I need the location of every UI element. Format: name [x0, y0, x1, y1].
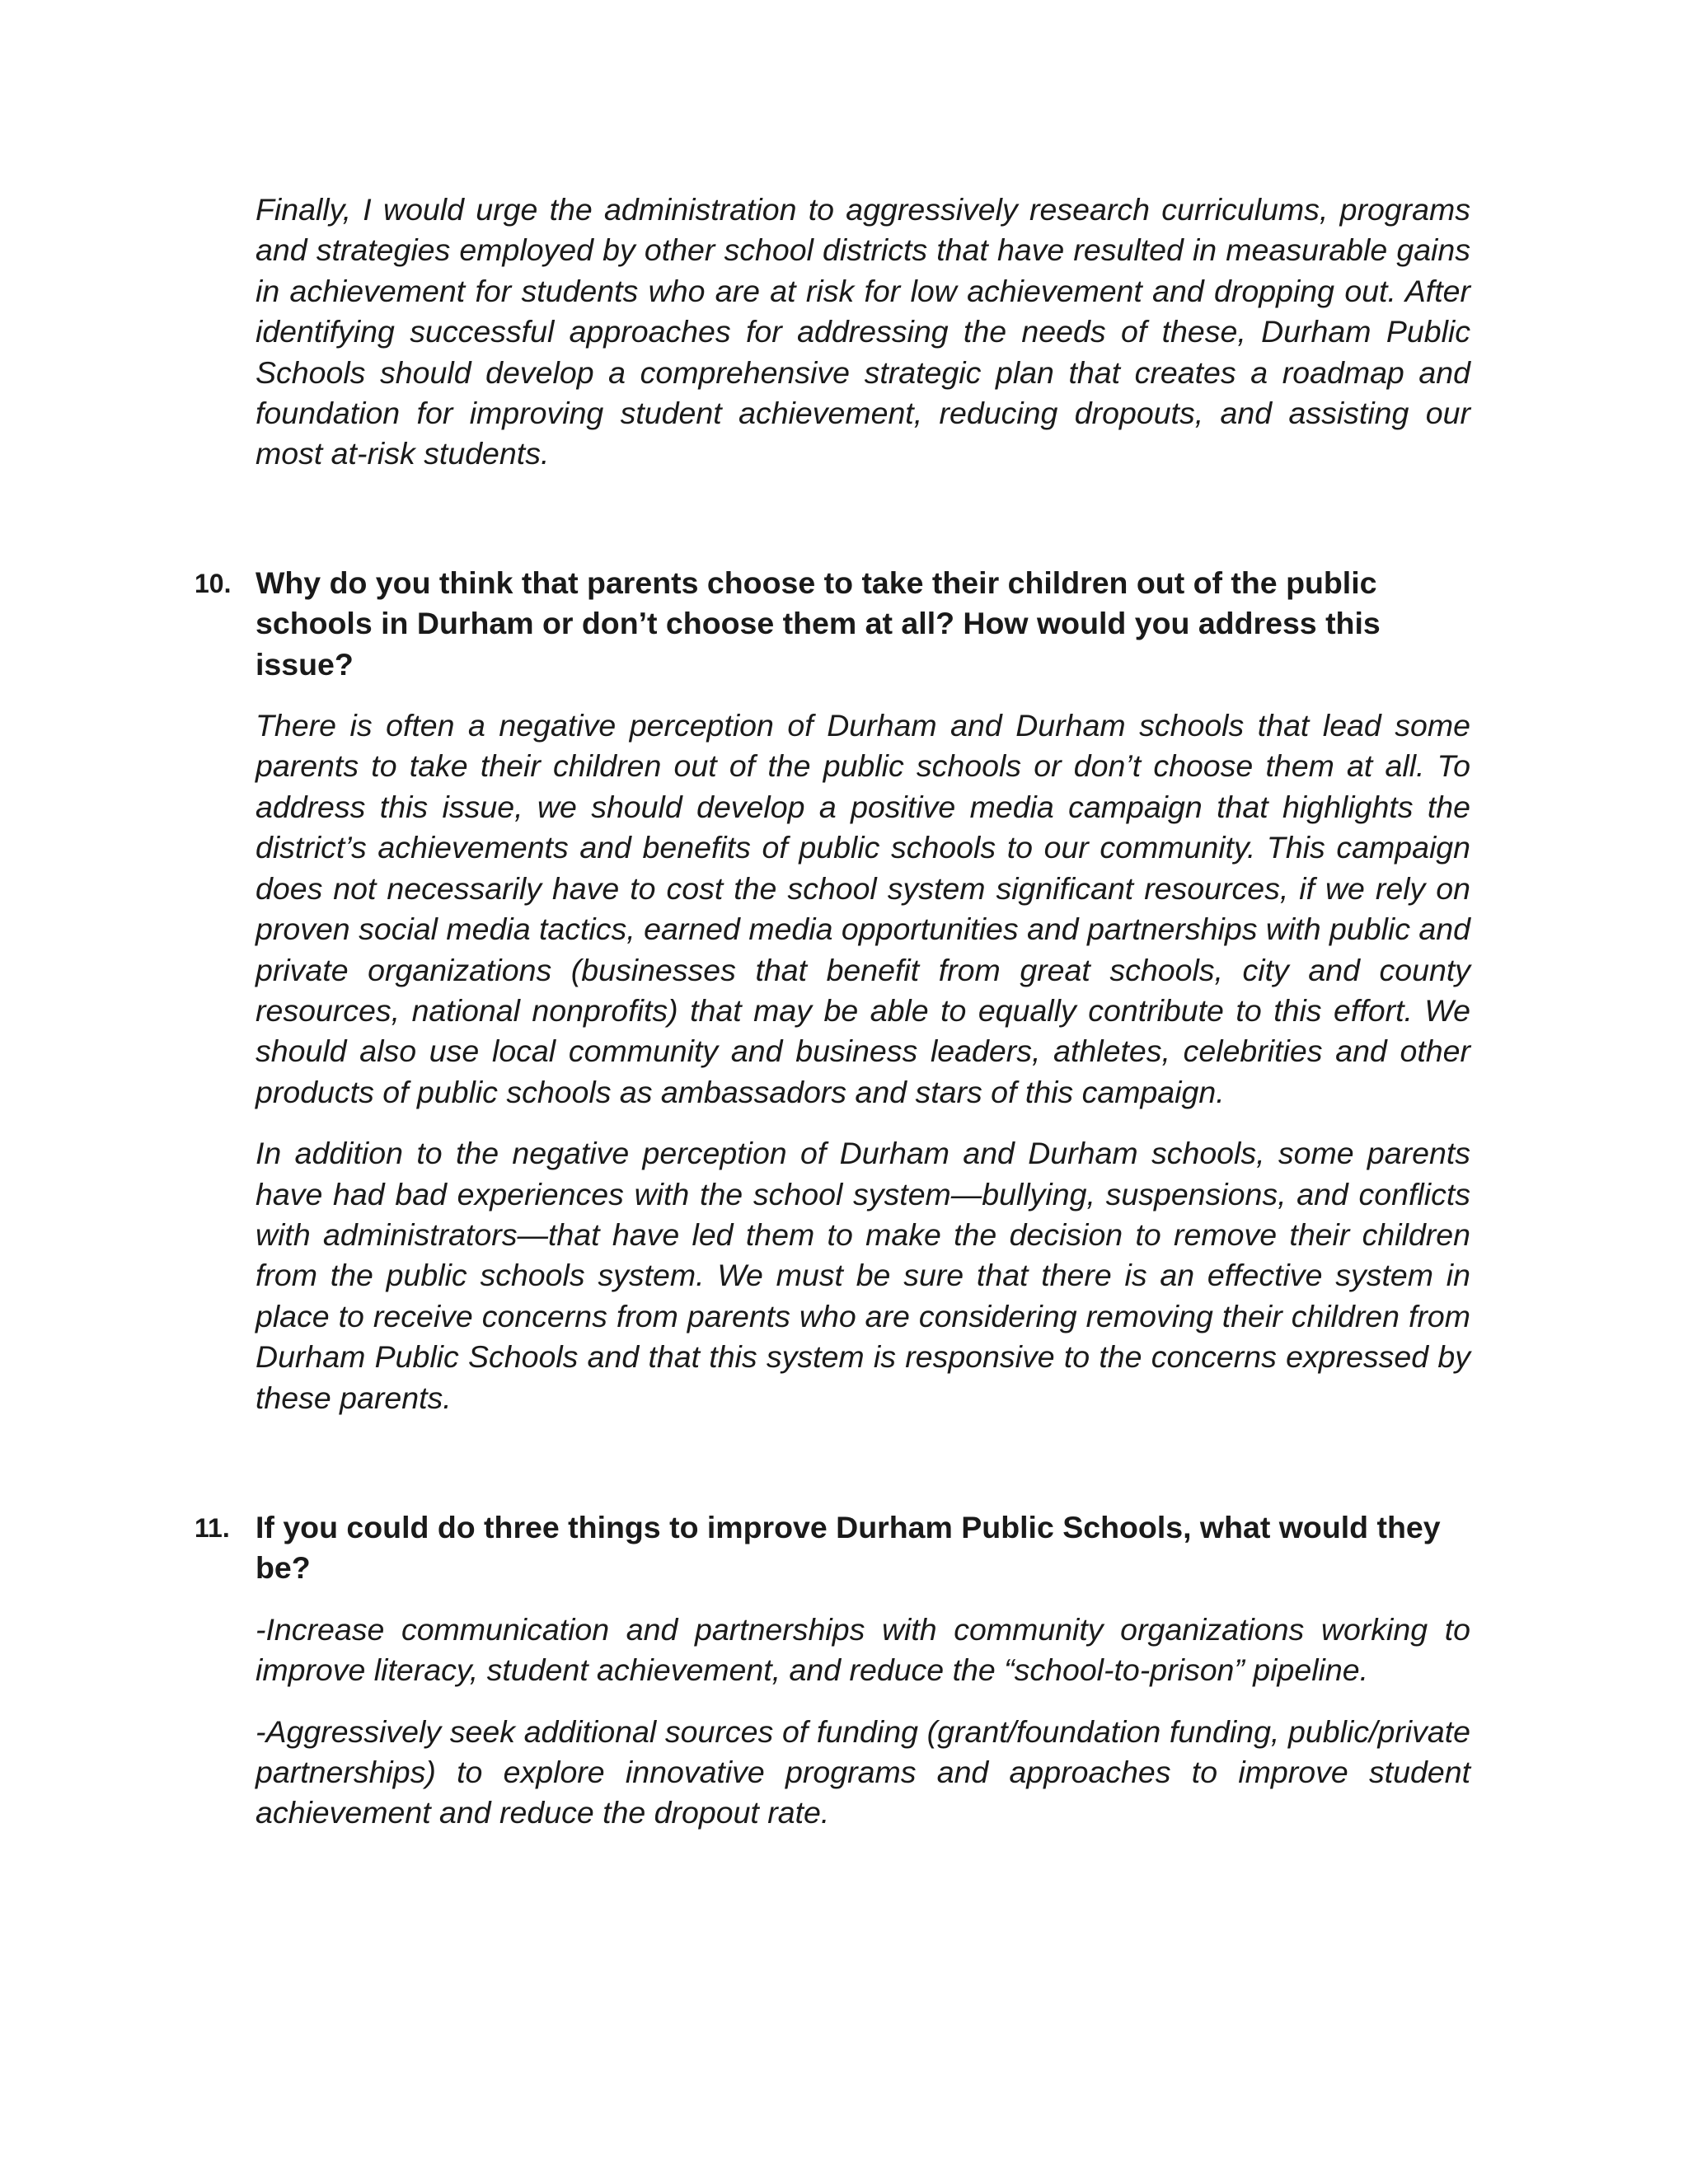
- page-content: [195, 190, 1470, 1834]
- answer-paragraph: There is often a negative perception of Durham and Durham schools that lead some parents to take their children out of the public schools or don’t choose them at all. To address this issue, we should develop a positive media campaign that highlights the district’s achievements and benefits of public schools to our community. This campaign does not necessarily have to cost the school system significant resources, if we rely on proven social media tactics, earned media opportunities and partnerships with public and private organizations (businesses that benefit from great schools, city and county resources, national nonprofits) that may be able to equally contribute to this effort. We should also use local community and business leaders, athletes, celebrities and other products of public schools as ambassadors and stars of this campaign.: [256, 708, 1470, 1109]
- answer-paragraph: In addition to the negative perception of Durham and Durham schools, some parents have had bad experiences with the school system—bullying, suspensions, and conflicts with administrators—that have led them to make the decision to remove their children from the public schools system. We must be sure that there is an effective system in place to receive concerns from parents who are considering removing their children from Durham Public Schools and that this system is responsive to the concerns expressed by these parents.: [256, 1136, 1470, 1415]
- question-text: Why do you think that parents choose to take their children out of the public schools in Durham or don’t choose them at all? How would you address this issue?: [256, 565, 1381, 682]
- question-text: If you could do three things to improve Durham Public Schools, what would they be?: [256, 1509, 1441, 1586]
- question-10: [195, 563, 1470, 685]
- question-number: 11.: [195, 1512, 230, 1543]
- answer-paragraph: -Aggressively seek additional sources of funding (grant/foundation funding, public/private partnerships) to explore innovative programs and approaches to improve student achievement and reduce the dropout rate.: [256, 1713, 1470, 1830]
- question-number: 10.: [195, 568, 232, 598]
- question-11: [195, 1507, 1470, 1589]
- answer-paragraph: -Increase communication and partnerships with community organizations working to improve literacy, student achievement, and reduce the “school-to-prison” pipeline.: [256, 1611, 1470, 1688]
- intro-paragraph: Finally, I would urge the administration to aggressively research curriculums, programs and strategies employed by other school districts that have resulted in measurable gains in achievement for students who are at risk for low achievement and dropping out. After identifying successful approaches for addressing the needs of these, Durham Public Schools should develop a comprehensive strategic plan that creates a roadmap and foundation for improving student achievement, reducing dropouts, and assisting our most at-risk students.: [256, 192, 1470, 471]
